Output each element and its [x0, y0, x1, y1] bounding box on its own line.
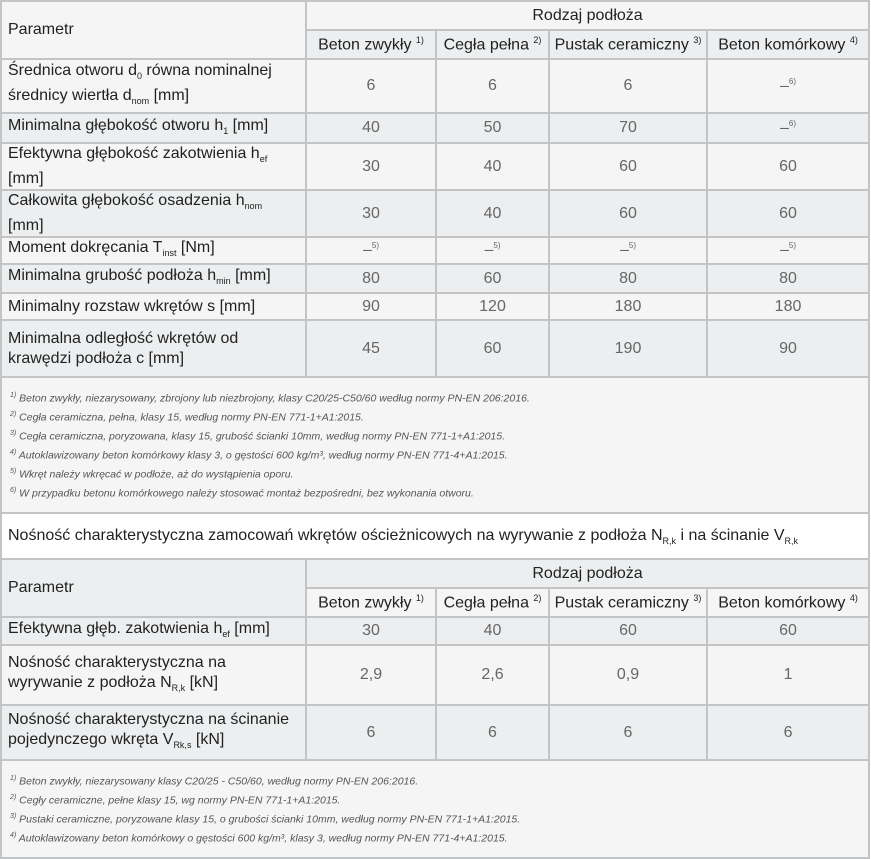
value-cell	[436, 237, 549, 264]
footnote-text: Autoklawizowany beton komórkowy klasy 3, o gęstości 600 kg/m³, według normy PN-EN 771-4+A1:2015.	[16, 449, 508, 462]
value-cell: 6	[306, 59, 436, 113]
table-row	[1, 143, 869, 190]
text: Minimalna głębokość otworu h	[8, 116, 224, 134]
footnote-number: 2)	[10, 794, 17, 801]
text: Minimalna grubość podłoża h	[8, 267, 217, 284]
footnote	[10, 771, 860, 790]
footnote-text: Beton zwykły, niezarysowany, zbrojony lub niezbrojony, klasy C20/25-C50/60 według normy PN-EN 206:2016.	[16, 392, 530, 405]
text: Minimalny rozstaw wkrętów s [mm]	[8, 297, 256, 315]
footnotes-row	[1, 760, 869, 858]
footnote-ref: 6)	[788, 76, 797, 86]
value-cell: 6	[549, 705, 707, 760]
capacity-table	[0, 512, 870, 859]
subscript: R,k	[171, 682, 186, 693]
footnote	[10, 426, 860, 445]
footnote-text: Autoklawizowany beton komórkowy o gęstości 600 kg/m³, klasy 3, według normy PN-EN 771-4+A1:2015.	[16, 832, 508, 845]
text: [mm]	[8, 217, 44, 234]
value-cell: 80	[707, 264, 869, 293]
param-label	[1, 293, 306, 320]
footnote	[10, 445, 860, 464]
value-cell: 2,9	[306, 645, 436, 705]
dash: –	[780, 241, 789, 259]
footnote-ref: 5)	[628, 241, 637, 251]
text: Nośność charakterystyczna na wyrywanie z podłoża N	[8, 653, 226, 691]
footnote	[10, 828, 860, 847]
param-label	[1, 113, 306, 143]
footnotes	[1, 377, 869, 513]
header-row	[1, 1, 869, 30]
subscript: min	[216, 276, 231, 286]
text: [mm]	[228, 116, 269, 134]
table-row	[1, 293, 869, 320]
param-label	[1, 237, 306, 264]
table-row	[1, 237, 869, 264]
footnote-number: 1)	[10, 392, 17, 399]
text: Całkowita głębokość osadzenia h	[8, 192, 245, 209]
dash: –	[780, 77, 789, 95]
group-header: Rodzaj podłoża	[306, 1, 869, 30]
text: Moment dokręcania T	[8, 239, 163, 256]
footnote-text: W przypadku betonu komórkowego należy stosować montaż bezpośredni, bez wykonania otworu.	[16, 487, 474, 500]
value-cell: 60	[436, 264, 549, 293]
value-cell	[306, 237, 436, 264]
footnote-number: 1)	[10, 775, 17, 782]
table-row	[1, 59, 869, 113]
subscript: 1	[223, 125, 229, 136]
column-header	[306, 30, 436, 59]
value-cell: 70	[549, 113, 707, 143]
value-cell: 50	[436, 113, 549, 143]
footnote-ref: 6)	[788, 118, 797, 128]
value-cell	[707, 113, 869, 143]
footnote-number: 5)	[10, 468, 17, 475]
footnote-ref: 2)	[533, 592, 542, 603]
value-cell: 40	[436, 617, 549, 645]
param-label	[1, 705, 306, 760]
footnote-number: 6)	[10, 487, 17, 494]
value-cell: 0,9	[549, 645, 707, 705]
footnote-number: 2)	[10, 411, 17, 418]
text: [kN]	[185, 673, 219, 691]
footnote-ref: 4)	[849, 592, 858, 603]
value-cell	[707, 59, 869, 113]
subscript: inst	[162, 248, 177, 258]
text: [mm]	[229, 619, 270, 637]
value-cell	[707, 237, 869, 264]
column-label: Pustak ceramiczny	[554, 36, 694, 54]
dash: –	[780, 119, 789, 137]
text: [Nm]	[176, 239, 215, 256]
column-header	[707, 588, 869, 617]
dash: –	[484, 241, 494, 259]
value-cell: 2,6	[436, 645, 549, 705]
column-label: Beton komórkowy	[718, 36, 850, 54]
value-cell: 60	[707, 143, 869, 190]
column-header	[436, 588, 549, 617]
param-label	[1, 143, 306, 190]
value-cell: 6	[549, 59, 707, 113]
footnote	[10, 809, 860, 828]
column-header	[707, 30, 869, 59]
table-row	[1, 320, 869, 377]
text: równa nominalnej średnicy wiertła d	[8, 62, 272, 104]
column-label: Beton komórkowy	[718, 594, 850, 612]
text: Średnica otworu d	[8, 62, 137, 79]
group-header: Rodzaj podłoża	[306, 559, 869, 588]
value-cell: 30	[306, 190, 436, 237]
value-cell: 40	[306, 113, 436, 143]
table-row	[1, 190, 869, 237]
footnote-ref: 1)	[415, 34, 424, 45]
value-cell: 90	[707, 320, 869, 377]
column-header	[549, 588, 707, 617]
footnote-ref: 1)	[415, 592, 424, 603]
value-cell: 190	[549, 320, 707, 377]
value-cell: 60	[707, 617, 869, 645]
column-label: Cegła pełna	[443, 594, 534, 612]
table-row	[1, 617, 869, 645]
value-cell: 60	[707, 190, 869, 237]
footnote-ref: 3)	[693, 592, 702, 603]
value-cell	[549, 237, 707, 264]
value-cell: 60	[436, 320, 549, 377]
param-label	[1, 264, 306, 293]
param-label	[1, 59, 306, 113]
subscript: nom	[131, 96, 150, 106]
column-header	[436, 30, 549, 59]
value-cell: 60	[549, 617, 707, 645]
footnote-number: 3)	[10, 813, 17, 820]
footnotes	[1, 760, 869, 858]
footnote	[10, 464, 860, 483]
footnotes-row	[1, 377, 869, 513]
footnote	[10, 483, 860, 502]
value-cell: 60	[549, 190, 707, 237]
value-cell: 6	[436, 705, 549, 760]
footnote-ref: 5)	[493, 241, 501, 251]
param-label	[1, 320, 306, 377]
footnote-ref: 4)	[849, 34, 858, 45]
text: [mm]	[149, 87, 190, 104]
value-cell: 180	[707, 293, 869, 320]
table-row	[1, 645, 869, 705]
value-cell: 30	[306, 143, 436, 190]
footnote-text: Pustaki ceramiczne, poryzowane klasy 15, o grubości ścianki 10mm, według normy PN-EN 771-1+A1:2015.	[16, 813, 521, 826]
param-label	[1, 190, 306, 237]
value-cell: 90	[306, 293, 436, 320]
value-cell: 80	[549, 264, 707, 293]
value-cell: 80	[306, 264, 436, 293]
value-cell: 40	[436, 143, 549, 190]
footnote-text: Wkręt należy wkręcać w podłoże, aż do wystąpienia oporu.	[16, 468, 294, 481]
column-label: Beton zwykły	[318, 594, 416, 612]
footnote	[10, 790, 860, 809]
table-row	[1, 705, 869, 760]
text: [mm]	[8, 170, 44, 187]
param-label	[1, 645, 306, 705]
table-row	[1, 113, 869, 143]
value-cell: 6	[436, 59, 549, 113]
param-header: Parametr	[1, 1, 306, 59]
text: [kN]	[191, 731, 225, 748]
footnote-number: 4)	[10, 449, 17, 456]
table-title	[1, 513, 869, 559]
value-cell: 1	[707, 645, 869, 705]
subscript: Rk,s	[173, 740, 192, 750]
param-label	[1, 617, 306, 645]
text: Efektywna głębokość zakotwienia h	[8, 145, 260, 162]
text: Efektywna głęb. zakotwienia h	[8, 619, 223, 637]
column-header	[306, 588, 436, 617]
param-header: Parametr	[1, 559, 306, 617]
column-label: Beton zwykły	[318, 36, 416, 54]
subscript: R,k	[784, 535, 799, 546]
text: [mm]	[230, 267, 271, 284]
text: Nośność charakterystyczna na ścinanie pojedynczego wkręta V	[8, 711, 290, 748]
subscript: ef	[259, 154, 268, 164]
value-cell: 6	[306, 705, 436, 760]
value-cell: 120	[436, 293, 549, 320]
footnote-text: Beton zwykły, niezarysowany klasy C20/25 - C50/60, według normy PN-EN 206:2016.	[16, 775, 419, 788]
value-cell: 60	[549, 143, 707, 190]
column-header	[549, 30, 707, 59]
value-cell: 30	[306, 617, 436, 645]
value-cell: 40	[436, 190, 549, 237]
footnote-text: Cegły ceramiczne, pełne klasy 15, wg normy PN-EN 771-1+A1:2015.	[16, 794, 341, 807]
header-row	[1, 559, 869, 588]
footnote-ref: 2)	[533, 34, 542, 45]
table-title-row	[1, 513, 869, 559]
footnote	[10, 388, 860, 407]
column-label: Pustak ceramiczny	[554, 594, 694, 612]
column-label: Cegła pełna	[443, 36, 534, 54]
text: Nośność charakterystyczna zamocowań wkrętów ościeżnicowych na wyrywanie z podłoża N	[8, 526, 663, 544]
footnote-number: 3)	[10, 430, 17, 437]
dash: –	[619, 241, 629, 259]
value-cell: 180	[549, 293, 707, 320]
subscript: ef	[222, 628, 230, 639]
value-cell: 45	[306, 320, 436, 377]
footnote	[10, 407, 860, 426]
footnote-text: Cegła ceramiczna, poryzowana, klasy 15, grubość ścianki 10mm, według normy PN-EN 771-1+A1:2015.	[16, 430, 506, 443]
table-row	[1, 264, 869, 293]
footnote-ref: 5)	[371, 241, 380, 251]
value-cell: 6	[707, 705, 869, 760]
subscript: nom	[244, 201, 263, 211]
subscript: R,k	[662, 535, 676, 546]
text: i na ścinanie V	[676, 526, 785, 544]
subscript: 0	[136, 71, 142, 81]
dash: –	[362, 241, 372, 259]
footnote-number: 4)	[10, 832, 17, 839]
text: Minimalna odległość wkrętów od krawędzi podłoża c [mm]	[8, 329, 239, 367]
footnote-ref: 5)	[788, 241, 797, 251]
footnote-text: Cegła ceramiczna, pełna, klasy 15, według normy PN-EN 771-1+A1:2015.	[16, 411, 364, 424]
footnote-ref: 3)	[693, 34, 702, 45]
